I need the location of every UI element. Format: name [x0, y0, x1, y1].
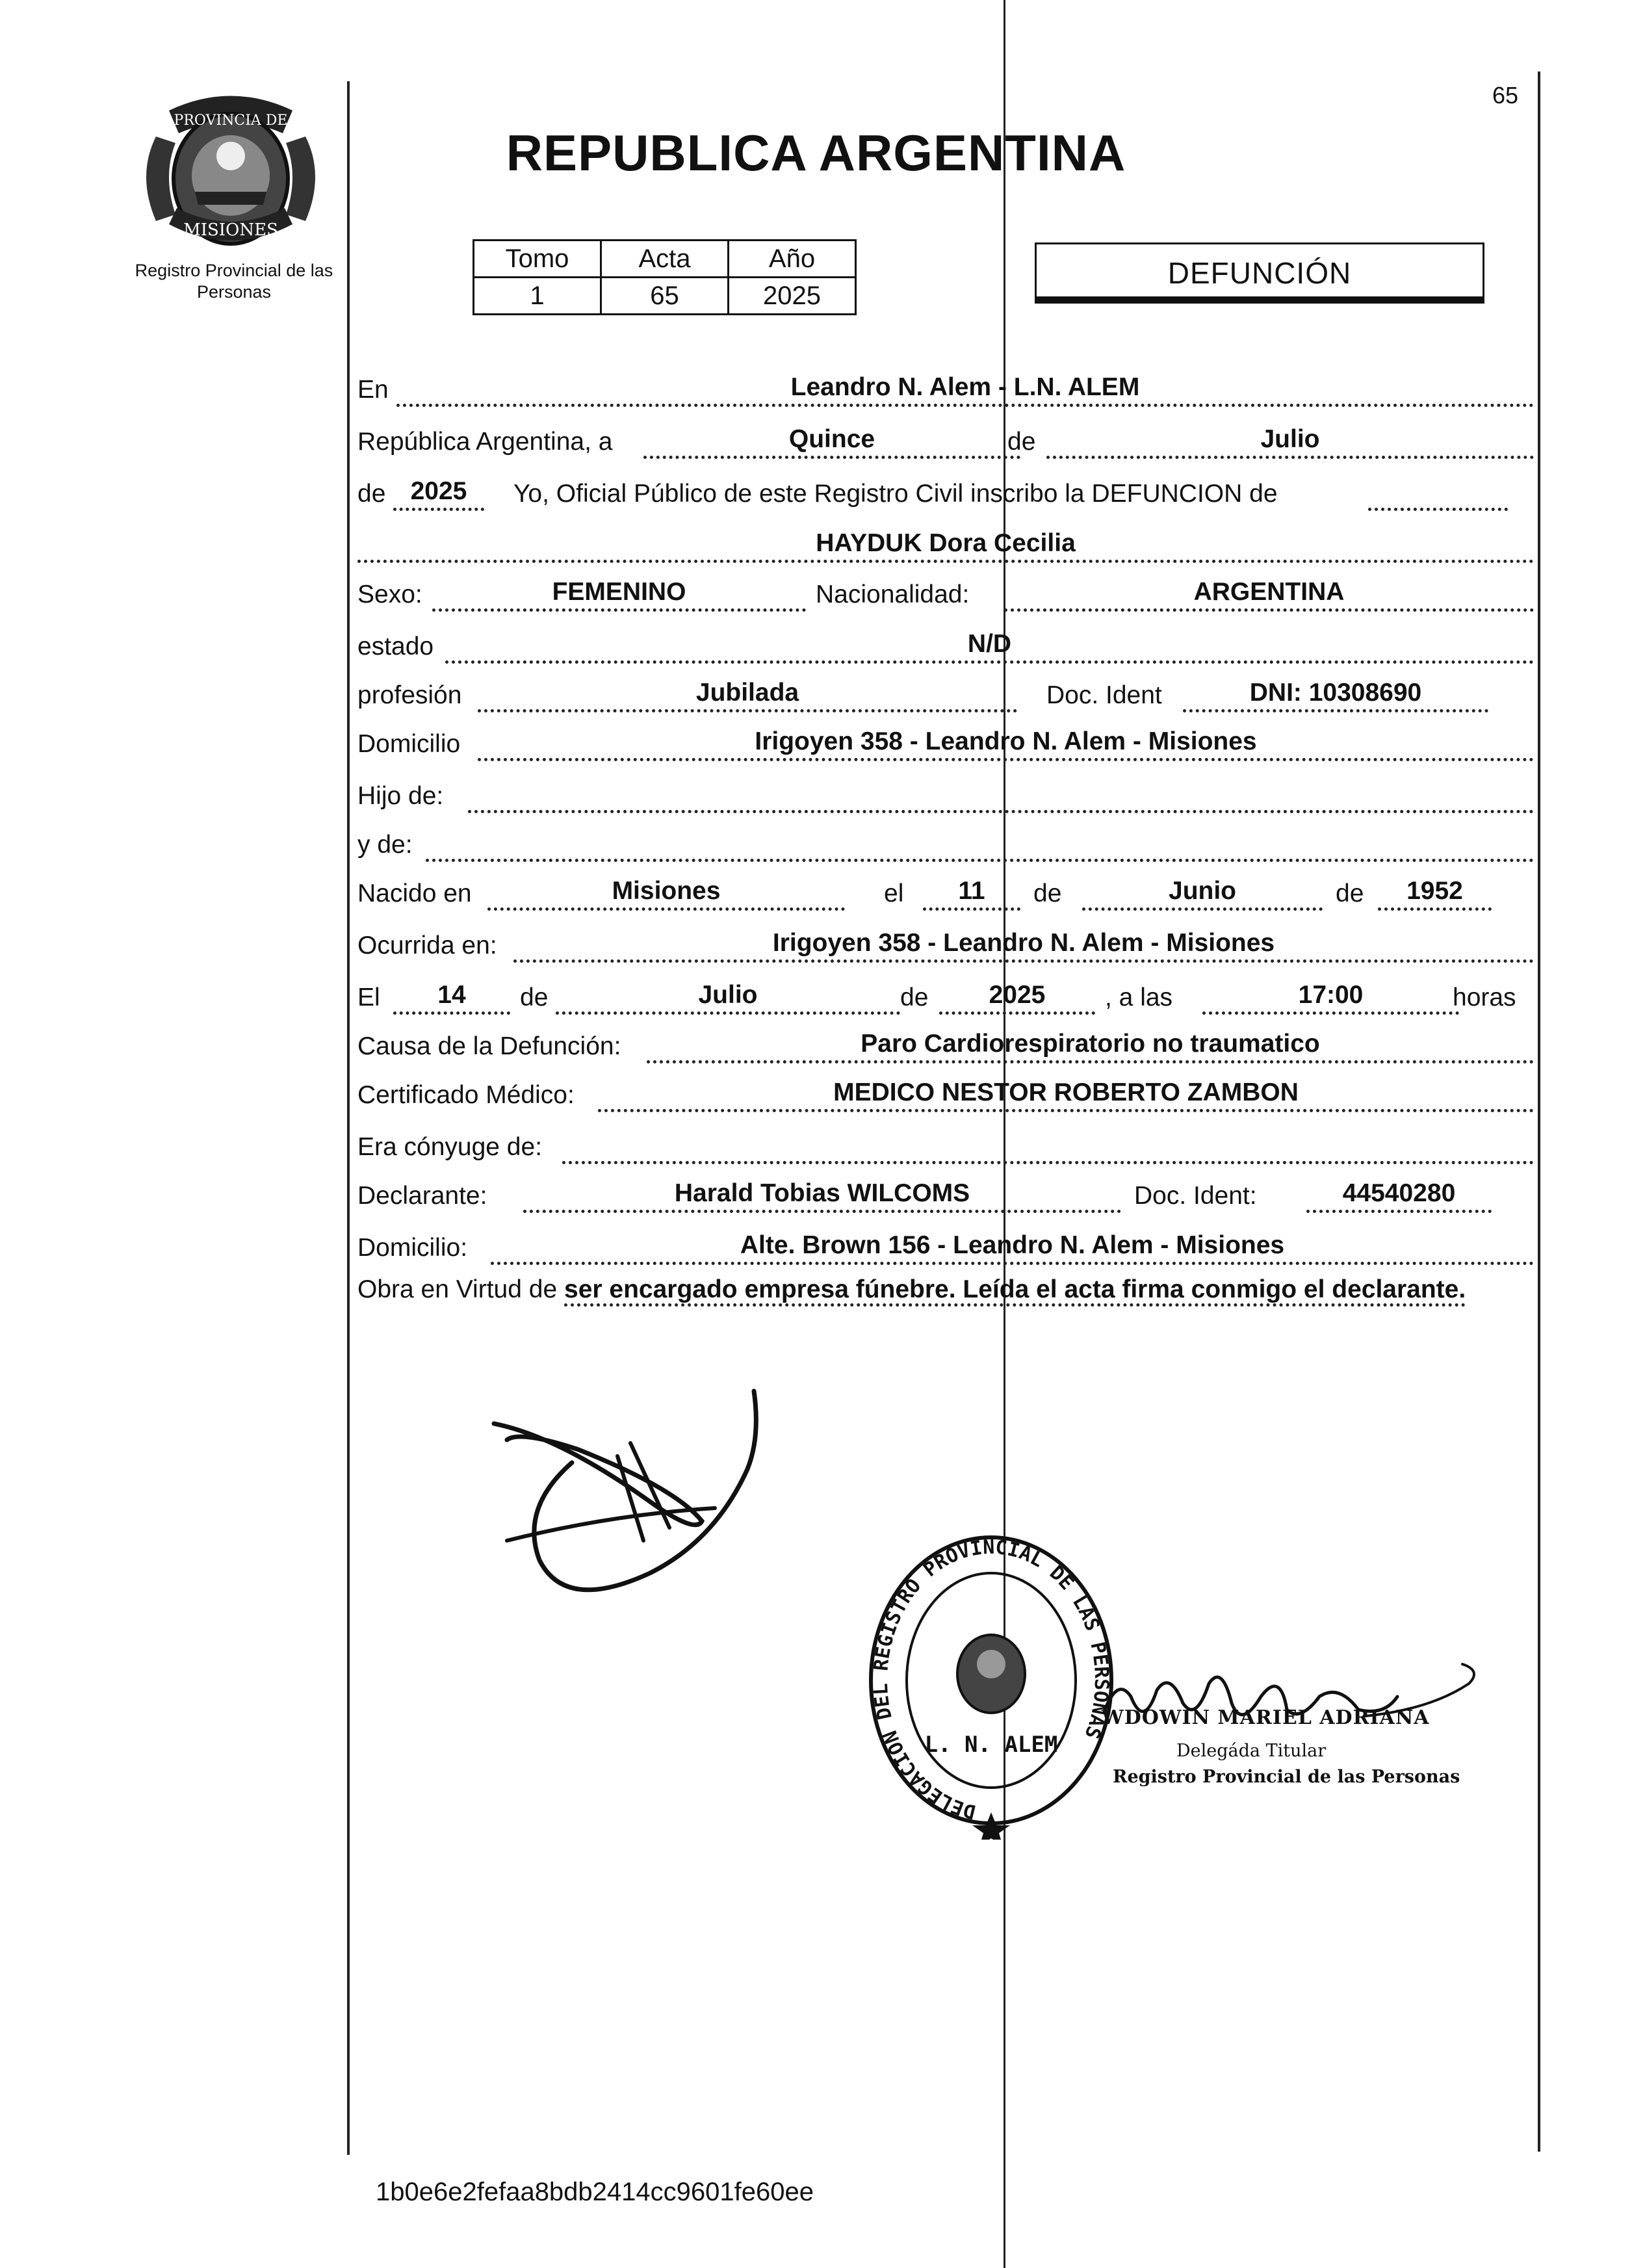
seal-center-text: L. N. ALEM [924, 1732, 1058, 1758]
value-domicilio: Irigoyen 358 - Leandro N. Alem - Misiones [755, 727, 1257, 755]
acta-value: 65 [601, 278, 729, 315]
value-mes: Julio [1260, 425, 1320, 453]
right-margin-rule [1538, 72, 1540, 2152]
value-fallec-anio: 2025 [989, 981, 1046, 1009]
label-republica: República Argentina, a [357, 428, 613, 456]
row-fecha-defuncion [357, 972, 1534, 1017]
label-de: de [1336, 880, 1364, 907]
anio-value: 2025 [729, 278, 856, 315]
document-title: REPUBLICA ARGENTINA [506, 124, 1126, 181]
value-lugar: Leandro N. Alem - L.N. ALEM [790, 373, 1140, 401]
document-type-box: DEFUNCIÓN [1035, 242, 1484, 304]
row-estado [357, 621, 1534, 666]
label-de: de [357, 480, 386, 508]
label-a-las: , a las [1105, 984, 1173, 1011]
label-profesion: profesión [357, 681, 462, 709]
dotted-line [562, 1161, 1534, 1164]
official-registry: Registro Provincial de las Personas [1113, 1767, 1460, 1787]
value-sexo: FEMENINO [552, 578, 686, 606]
logo-text-top: PROVINCIA DE [174, 112, 288, 129]
row-lugar [357, 364, 1534, 410]
dotted-line [445, 660, 1534, 664]
dotted-line [513, 959, 1534, 963]
label-obra-en-virtud: Obra en Virtud de [357, 1275, 558, 1303]
value-certificado: MEDICO NESTOR ROBERTO ZAMBON [833, 1078, 1299, 1106]
dotted-line [923, 907, 1020, 911]
dotted-line [432, 608, 806, 612]
document-hash: 1b0e6e2fefaa8bdb2414cc9601fe60ee [376, 2178, 814, 2206]
dotted-line [357, 560, 1534, 563]
dotted-line [1378, 907, 1492, 911]
dotted-line [468, 810, 1534, 813]
label-estado: estado [357, 632, 434, 660]
value-nombre: HAYDUK Dora Cecilia [816, 529, 1076, 557]
label-sexo: Sexo: [357, 580, 422, 608]
label-doc-ident: Doc. Ident [1046, 681, 1162, 709]
tomo-value: 1 [474, 278, 601, 315]
acta-header: Acta [601, 241, 729, 278]
value-hora: 17:00 [1298, 981, 1364, 1009]
value-nacionalidad: ARGENTINA [1193, 578, 1345, 606]
dotted-line [1082, 907, 1323, 911]
value-causa: Paro Cardiorespiratorio no traumatico [861, 1030, 1320, 1058]
value-nacido-anio: 1952 [1406, 877, 1463, 905]
dotted-line [478, 758, 1534, 761]
row-certificado [357, 1069, 1534, 1115]
official-name: WDOWIN MARIEL ADRIANA [1102, 1706, 1430, 1729]
left-margin-rule [347, 81, 350, 2155]
label-hijo-de: Hijo de: [357, 782, 444, 810]
row-fecha-inscripcion [357, 416, 1534, 462]
declarant-signature [481, 1378, 780, 1612]
dotted-line [598, 1109, 1534, 1112]
value-declarante-domicilio: Alte. Brown 156 - Leandro N. Alem - Misiones [740, 1231, 1285, 1259]
label-certificado: Certificado Médico: [357, 1081, 575, 1109]
label-domicilio: Domicilio [357, 730, 461, 758]
row-hijo-de [357, 770, 1534, 816]
dotted-line [643, 456, 1020, 459]
dotted-line [1306, 1210, 1492, 1213]
dotted-line [1183, 709, 1488, 712]
value-dia-letras: Quince [788, 425, 875, 453]
label-nacido-en: Nacido en [357, 880, 472, 907]
reference-table [473, 239, 857, 315]
dotted-line [491, 1262, 1534, 1265]
dotted-line [556, 1011, 900, 1015]
label-en: En [357, 376, 389, 404]
row-profesion [357, 670, 1534, 715]
tomo-header: Tomo [474, 241, 601, 278]
dotted-line [1368, 508, 1508, 511]
official-role: Delegáda Titular [1176, 1741, 1327, 1761]
label-de: de [520, 984, 549, 1011]
value-estado: N/D [967, 630, 1012, 658]
label-el-cap: El [357, 984, 380, 1011]
row-nacimiento [357, 868, 1534, 913]
dotted-line [393, 508, 484, 511]
dotted-line [426, 859, 1534, 862]
row-nombre [357, 520, 1534, 566]
page-number: 65 [1492, 82, 1519, 109]
dotted-line [396, 404, 1534, 407]
dotted-line [478, 709, 1017, 712]
value-fallec-dia: 14 [437, 981, 466, 1009]
seal-ring-text: DELEGACION DEL REGISTRO PROVINCIAL DE LAS PERSONAS [869, 1535, 1113, 1823]
value-declarante: Harald Tobias WILCOMS [674, 1179, 970, 1207]
dotted-line [487, 907, 845, 911]
logo-text-bottom: MISIONES [183, 220, 278, 240]
label-yo-oficial: Yo, Oficial Público de este Registro Civil inscribo la DEFUNCION de [513, 480, 1278, 508]
anio-header: Año [729, 241, 856, 278]
row-causa [357, 1021, 1534, 1066]
registry-caption: Registro Provincial de las Personas [135, 261, 333, 302]
value-fallec-mes: Julio [698, 981, 758, 1009]
label-el: el [884, 880, 904, 907]
row-declarante [357, 1170, 1534, 1216]
label-de: de [1033, 880, 1062, 907]
label-nacionalidad: Nacionalidad: [816, 580, 970, 608]
dotted-line [393, 1011, 510, 1015]
row-domicilio [357, 718, 1534, 764]
row-ocurrida-en [357, 920, 1534, 965]
label-conyuge: Era cónyuge de: [357, 1133, 543, 1161]
row-sexo [357, 569, 1534, 614]
official-signature [1092, 1658, 1495, 1749]
value-documento: DNI: 10308690 [1249, 679, 1422, 707]
label-horas: horas [1453, 984, 1516, 1011]
row-conyuge [357, 1121, 1534, 1167]
label-domicilio: Domicilio: [357, 1234, 468, 1262]
label-causa: Causa de la Defunción: [357, 1032, 621, 1060]
dotted-line [939, 1011, 1095, 1015]
label-de: de [900, 984, 929, 1011]
label-y-de: y de: [357, 831, 413, 859]
value-nacido-en: Misiones [612, 877, 721, 905]
label-ocurrida-en: Ocurrida en: [357, 932, 497, 959]
label-de: de [1007, 428, 1036, 456]
label-declarante: Declarante: [357, 1182, 487, 1210]
value-anio: 2025 [410, 477, 467, 505]
obra-en-virtud [357, 1271, 1534, 1309]
row-y-de [357, 819, 1534, 865]
label-doc-ident: Doc. Ident: [1134, 1182, 1257, 1210]
dotted-line [1202, 1011, 1459, 1015]
value-profesion: Jubilada [695, 679, 799, 707]
dotted-line [1046, 456, 1534, 459]
official-seal [864, 1534, 1118, 1840]
row-anio [357, 468, 1534, 514]
value-nacido-mes: Junio [1169, 877, 1236, 905]
value-obra-en-virtud: ser encargado empresa fúnebre. Leída el acta firma conmigo el declarante. [564, 1275, 1466, 1307]
row-domicilio-declarante [357, 1222, 1534, 1268]
dotted-line [647, 1060, 1534, 1063]
value-ocurrida-en: Irigoyen 358 - Leandro N. Alem - Misiones [772, 929, 1275, 957]
value-nacido-dia: 11 [958, 877, 985, 905]
value-declarante-doc: 44540280 [1342, 1179, 1456, 1207]
dotted-line [523, 1210, 1121, 1213]
dotted-line [1004, 608, 1534, 612]
